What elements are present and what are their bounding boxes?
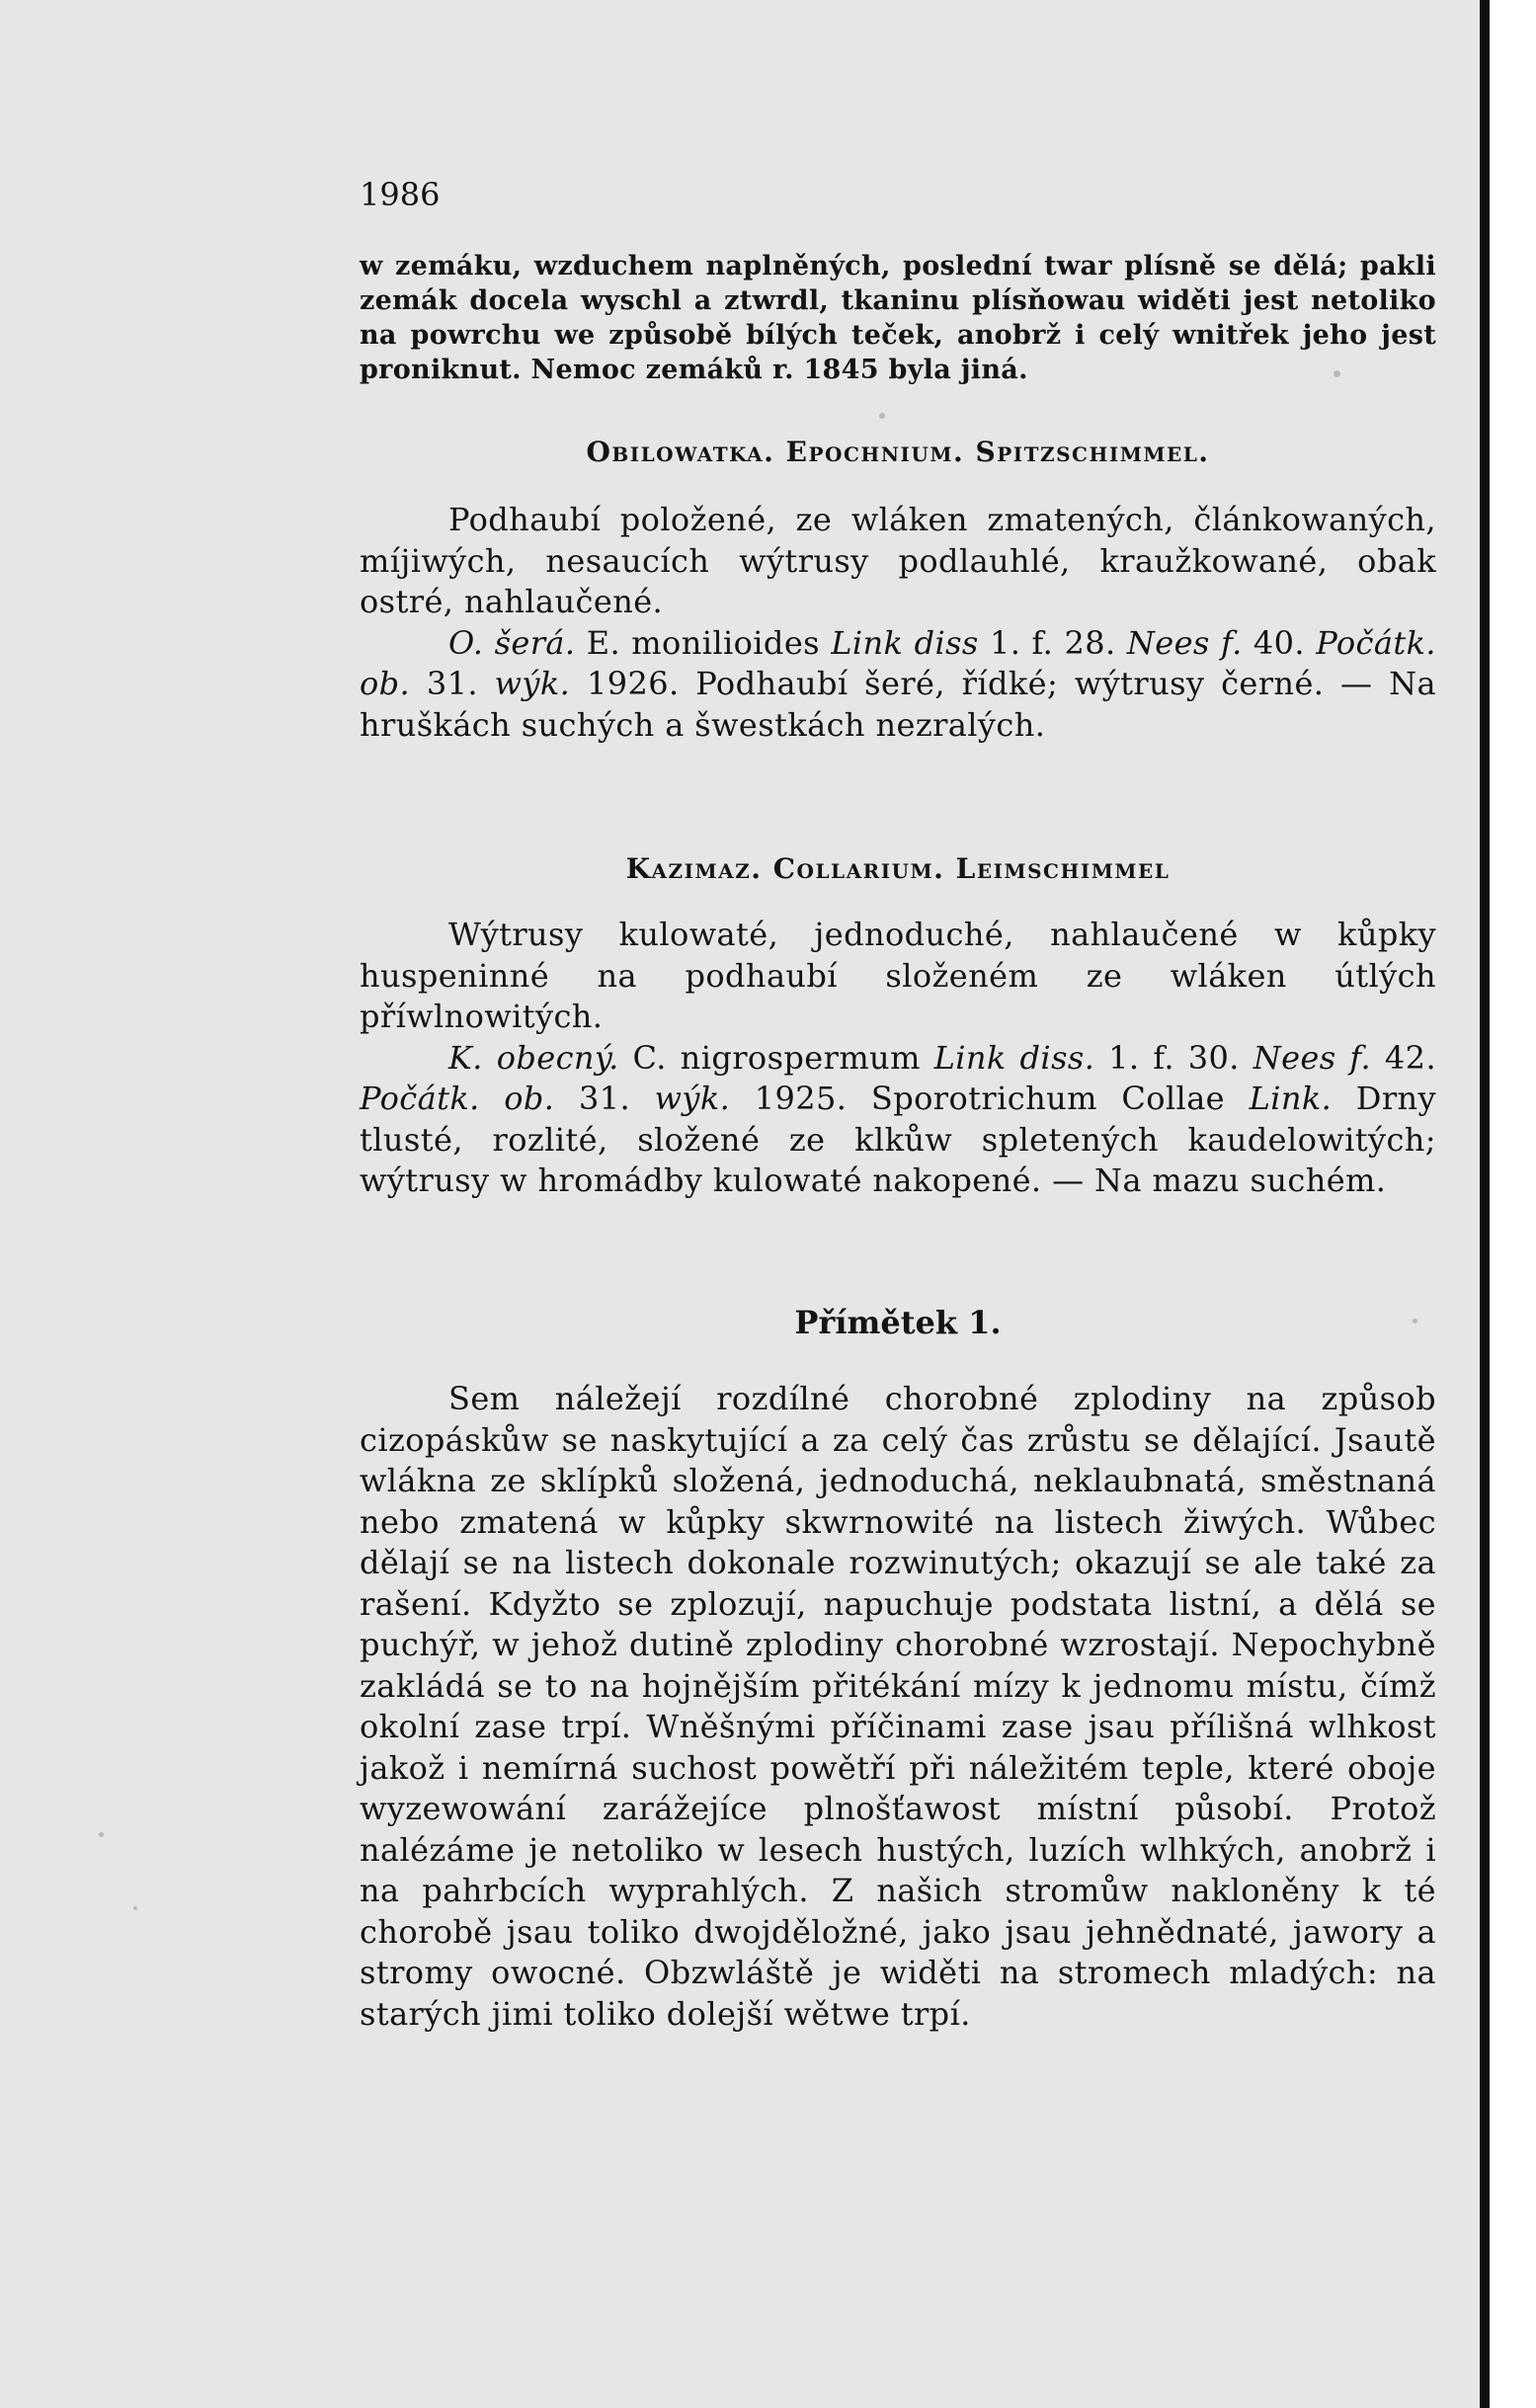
section2-ref4: wýk.: [654, 1080, 731, 1117]
section1-ref2: Nees f.: [1126, 623, 1243, 662]
section1-ref1-pos: 1. f. 28.: [989, 623, 1116, 662]
section1-body: [360, 500, 1436, 746]
scan-speck: [99, 1832, 104, 1837]
section1-species-latin: E. monilioides: [586, 623, 820, 662]
section2-ref3: Počátk. ob.: [360, 1080, 555, 1117]
section1-species-name: O. šerá.: [448, 623, 576, 662]
scan-speck: [133, 1906, 137, 1910]
section1-ref3-pos: 31.: [426, 665, 478, 702]
section2-ref2-pos: 42.: [1384, 1038, 1437, 1077]
addendum-title: Přímětek 1.: [794, 1304, 1002, 1341]
section2-synonym: Sporotrichum Collae: [870, 1080, 1226, 1117]
section-heading-kazimaz: Kazimaz. Collarium. Leimschimmel: [625, 852, 1171, 885]
addendum-body: [360, 1379, 1436, 2035]
section2-body: [360, 915, 1436, 1202]
section1-ref4-pos: 1926.: [586, 665, 680, 702]
addendum-text: Sem náležejí rozdílné chorobné zplodiny na způsob cizopáskůw se naskytující a za celý čas zrůstu se dělající. Jsautě wlákna ze sklípků složená, jednoduchá, neklaubnatá, směstnaná nebo zmatená w kůpky skwrnowité na listech žiwých. Wůbec dělají se na listech dokonale rozwinutých; okazují se ale také za rašení. Kdyžto se zplozují, napuchuje podstata listní, a dělá se puchýř, w jehož dutině zplodiny chorobné wzrostají. Nepochybně zakládá se to na hojnějším přitékání mízy k jednomu místu, čímž okolní zase trpí. Wněšnými příčinami zase jsau přílišná wlhkost jakož i nemírná suchost powětří při náležitém teple, které oboje wyzewowání zarážejíce plnošťawost místní působí. Protož nalézáme je netoliko w lesech hustých, luzích wlhkých, anobrž i na pahrbcích wyprahlých. Z našich stromůw nakloněny k té chorobě jsau toliko dwojděložné, jako jsau jehnědnaté, jawory a stromy owocné. Obzwláště je widěti na stromech mladých: na starých jimi toliko dolejší wětwe trpí.: [360, 1380, 1436, 2033]
scan-speck: [879, 413, 885, 419]
section2-species-latin: C. nigrospermum: [632, 1038, 921, 1077]
section2-ref4-pos: 1925.: [754, 1080, 848, 1117]
page-number: 1986: [360, 176, 441, 213]
section1-ref1: Link diss: [831, 623, 979, 662]
scan-margin: [1490, 0, 1536, 2408]
section2-species-name: K. obecný.: [448, 1038, 619, 1077]
page-edge-shadow: [1480, 0, 1490, 2408]
section2-description: Wýtrusy kulowaté, jednoduché, nahlaučené w kůpky huspeninné na podhaubí složeném ze wláken útlých příwlnowitých.: [360, 916, 1436, 1035]
section-heading-obilowatka: Obilowatka. Epochnium. Spitzschimmel.: [586, 436, 1210, 468]
section2-synonym-author: Link.: [1249, 1080, 1333, 1117]
section1-ref4: wýk.: [494, 665, 571, 702]
section2-ref1: Link diss.: [933, 1038, 1095, 1077]
section2-ref2: Nees f.: [1253, 1038, 1372, 1077]
section2-ref1-pos: 1. f. 30.: [1108, 1038, 1240, 1077]
section1-ref2-pos: 40.: [1253, 623, 1305, 662]
section1-details: Podhaubí šeré, řídké; wýtrusy černé. — Na hruškách suchých a šwestkách nezralých.: [360, 665, 1437, 744]
section1-ref3: Počátk. ob.: [360, 623, 1436, 702]
section2-details: Drny tlusté, rozlité, složené ze klkůw spletených kaudelowitých; wýtrusy w hromádby kulowaté nakopené. — Na mazu suchém.: [360, 1080, 1437, 1199]
section1-description: Podhaubí položené, ze wláken zmatených, článkowaných, míjiwých, nesaucích wýtrusy podlauhlé, kraužkowané, obak ostré, nahlaučené.: [360, 501, 1436, 620]
intro-paragraph: w zemáku, wzduchem naplněných, poslední twar plísně se dělá; pakli zemák docela wyschl a ztwrdl, tkaninu plísňowau widěti jest netoliko na powrchu we způsobě bílých teček, anobrž i celý wnitřek jeho jest proniknut. Nemoc zemáků r. 1845 byla jiná.: [360, 251, 1436, 385]
section2-ref3-pos: 31.: [578, 1080, 631, 1117]
